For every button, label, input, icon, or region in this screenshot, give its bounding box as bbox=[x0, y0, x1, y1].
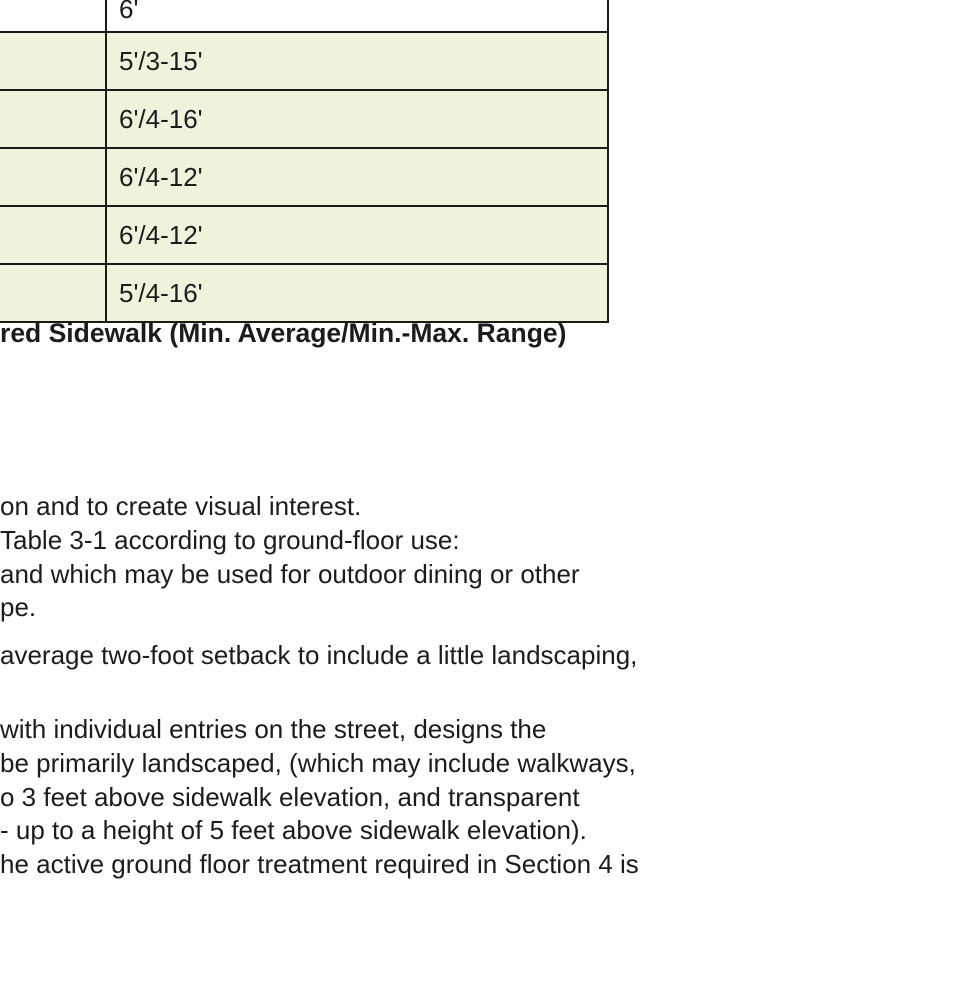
table-cell-range: 6'/4-12' bbox=[106, 148, 608, 206]
table-cell-label bbox=[0, 264, 106, 322]
table-row bbox=[0, 148, 608, 206]
paragraph-line: he active ground floor treatment required in Section 4 is bbox=[0, 849, 639, 880]
paragraph-line: and which may be used for outdoor dining or other bbox=[0, 558, 580, 589]
table-row bbox=[0, 206, 608, 264]
table-cell-label bbox=[0, 32, 106, 90]
table-cell-range: 6'/4-16' bbox=[106, 90, 608, 148]
table-row bbox=[0, 90, 608, 148]
table-cell-range: 6' bbox=[106, 0, 608, 32]
paragraph-line: on and to create visual interest. bbox=[0, 491, 362, 521]
table-cell-range: 5'/4-16' bbox=[106, 264, 608, 322]
paragraph-line: - up to a height of 5 feet above sidewalk elevation). bbox=[0, 815, 587, 846]
table-caption: red Sidewalk (Min. Average/Min.-Max. Range) bbox=[0, 318, 567, 348]
table-cell-label bbox=[0, 206, 106, 264]
table-cell-label bbox=[0, 0, 106, 32]
body-paragraph bbox=[0, 490, 960, 882]
range-table bbox=[0, 0, 609, 323]
table-cell-range: 6'/4-12' bbox=[106, 206, 608, 264]
table-row bbox=[0, 264, 608, 322]
paragraph-line: with individual entries on the street, designs the bbox=[0, 713, 547, 744]
paragraph-line: average two-foot setback to include a little landscaping, bbox=[0, 640, 638, 671]
table-row bbox=[0, 32, 608, 90]
table-cell-range: 5'/3-15' bbox=[106, 32, 608, 90]
paragraph-line: be primarily landscaped, (which may include walkways, bbox=[0, 747, 636, 778]
paragraph-line: pe. bbox=[0, 592, 37, 623]
table-row bbox=[0, 0, 608, 32]
table-cell-label bbox=[0, 148, 106, 206]
table-cell-label bbox=[0, 90, 106, 148]
paragraph-line: o 3 feet above sidewalk elevation, and transparent bbox=[0, 781, 580, 812]
paragraph-line: Table 3-1 according to ground-floor use: bbox=[0, 524, 460, 555]
setback-table bbox=[0, 0, 608, 323]
